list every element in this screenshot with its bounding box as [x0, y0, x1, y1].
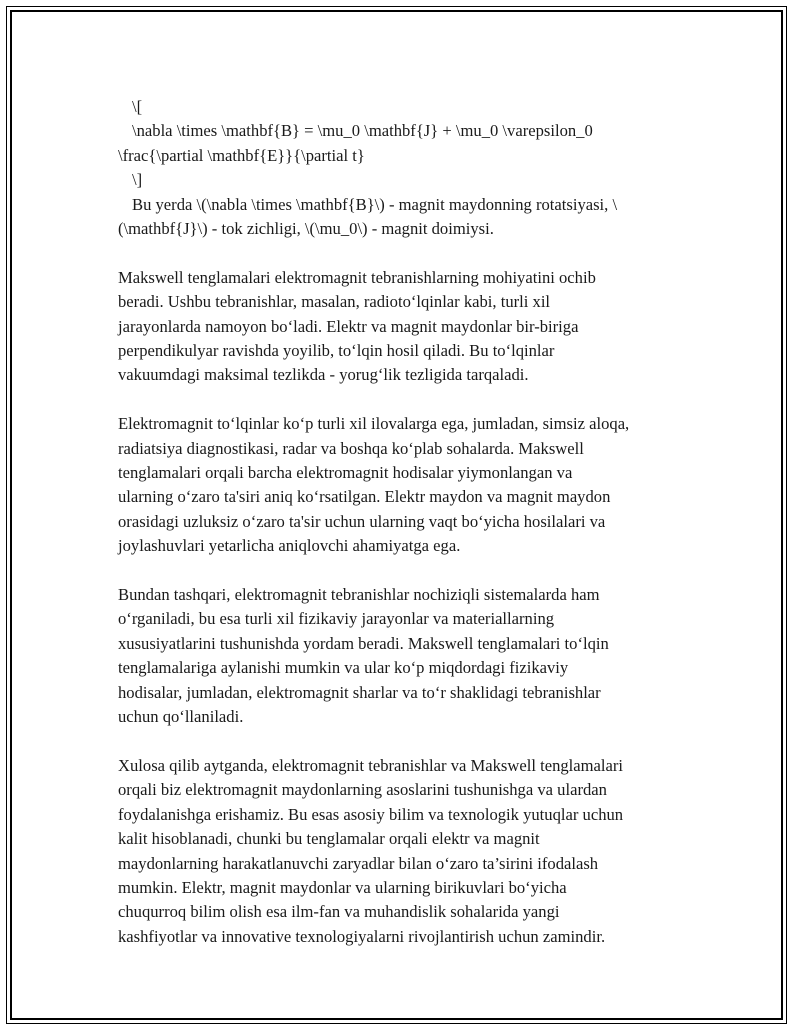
paragraph-1 [118, 266, 698, 388]
paragraph-line: maydonlarning harakatlanuvchi zaryadlar bilan o‘zaro ta’sirini ifodalash [118, 853, 599, 873]
paragraph-line: xususiyatlarini tushunishda yordam beradi. Makswell tenglamalari to‘lqin [118, 633, 609, 653]
paragraph-line: Xulosa qilib aytganda, elektromagnit tebranishlar va Makswell tenglamalari [118, 755, 624, 775]
paragraph-line: tenglamalari orqali barcha elektromagnit hodisalar yiymonlangan va [118, 463, 573, 483]
paragraph-line: orasidagi uzluksiz o‘zaro ta'sir uchun ularning vaqt bo‘yicha hosilalari va [118, 511, 606, 531]
paragraph-line: perpendikulyar ravishda yoyilib, to‘lqin hosil qiladi. Bu to‘lqinlar [118, 341, 555, 361]
paragraph-line: o‘rganiladi, bu esa turli xil fizikaviy jarayonlar va materiallarning [118, 609, 555, 629]
paragraph-line: uchun qo‘llaniladi. [118, 707, 244, 727]
formula-explanation-line: Bu yerda \(\nabla \times \mathbf{B}\) - magnit maydonning rotatsiyasi, \ [132, 194, 618, 214]
paragraph-line: joylashuvlari yetarlicha aniqlovchi ahamiyatga ega. [118, 536, 461, 556]
paragraph-line: orqali biz elektromagnit maydonlarning asoslarini tushunishga va ulardan [118, 780, 607, 800]
paragraph-3 [118, 583, 698, 729]
paragraph-line: ularning o‘zaro ta'siri aniq ko‘rsatilgan. Elektr maydon va magnit maydon [118, 487, 611, 507]
paragraph-line: tenglamalariga aylanishi mumkin va ular ko‘p miqdordagi fizikaviy [118, 658, 569, 678]
formula-block [118, 95, 698, 241]
paragraph-line: hodisalar, jumladan, elektromagnit sharlar va to‘r shaklidagi tebranishlar [118, 682, 601, 702]
paragraph-2 [118, 412, 698, 558]
paragraph-line: chuqurroq bilim olish esa ilm-fan va muhandislik sohalarida yangi [118, 902, 560, 922]
paragraph-line: beradi. Ushbu tebranishlar, masalan, radioto‘lqinlar kabi, turli xil [118, 292, 551, 312]
formula-explanation-line: (\mathbf{J}\) - tok zichligi, \(\mu_0\) - magnit doimiysi. [118, 219, 494, 239]
formula-line: \] [132, 170, 143, 190]
paragraph-line: foydalanishga erishamiz. Bu esas asosiy bilim va texnologik yutuqlar uchun [118, 804, 624, 824]
formula-line: \nabla \times \mathbf{B} = \mu_0 \mathbf{J} + \mu_0 \varepsilon_0 [132, 121, 593, 141]
paragraph-line: Makswell tenglamalari elektromagnit tebranishlarning mohiyatini ochib [118, 267, 596, 287]
paragraph-line: mumkin. Elektr, magnit maydonlar va ularning birikuvlari bo‘yicha [118, 877, 567, 897]
document-body [118, 95, 698, 974]
paragraph-line: Elektromagnit to‘lqinlar ko‘p turli xil ilovalarga ega, jumladan, simsiz aloqa, [118, 414, 630, 434]
paragraph-line: radiatsiya diagnostikasi, radar va boshqa ko‘plab sohalarda. Makswell [118, 438, 584, 458]
paragraph-4 [118, 754, 698, 949]
formula-line: \[ [132, 97, 143, 116]
paragraph-line: kalit hisoblanadi, chunki bu tenglamalar orqali elektr va magnit [118, 829, 540, 849]
formula-line: \frac{\partial \mathbf{E}}{\partial t} [118, 145, 365, 165]
paragraph-line: Bundan tashqari, elektromagnit tebranishlar nochiziqli sistemalarda ham [118, 585, 600, 605]
paragraph-line: jarayonlarda namoyon bo‘ladi. Elektr va magnit maydonlar bir-biriga [118, 316, 579, 336]
paragraph-line: vakuumdagi maksimal tezlikda - yorug‘lik tezligida tarqaladi. [118, 365, 529, 385]
paragraph-line: kashfiyotlar va innovative texnologiyalarni rivojlantirish uchun zamindir. [118, 926, 606, 946]
